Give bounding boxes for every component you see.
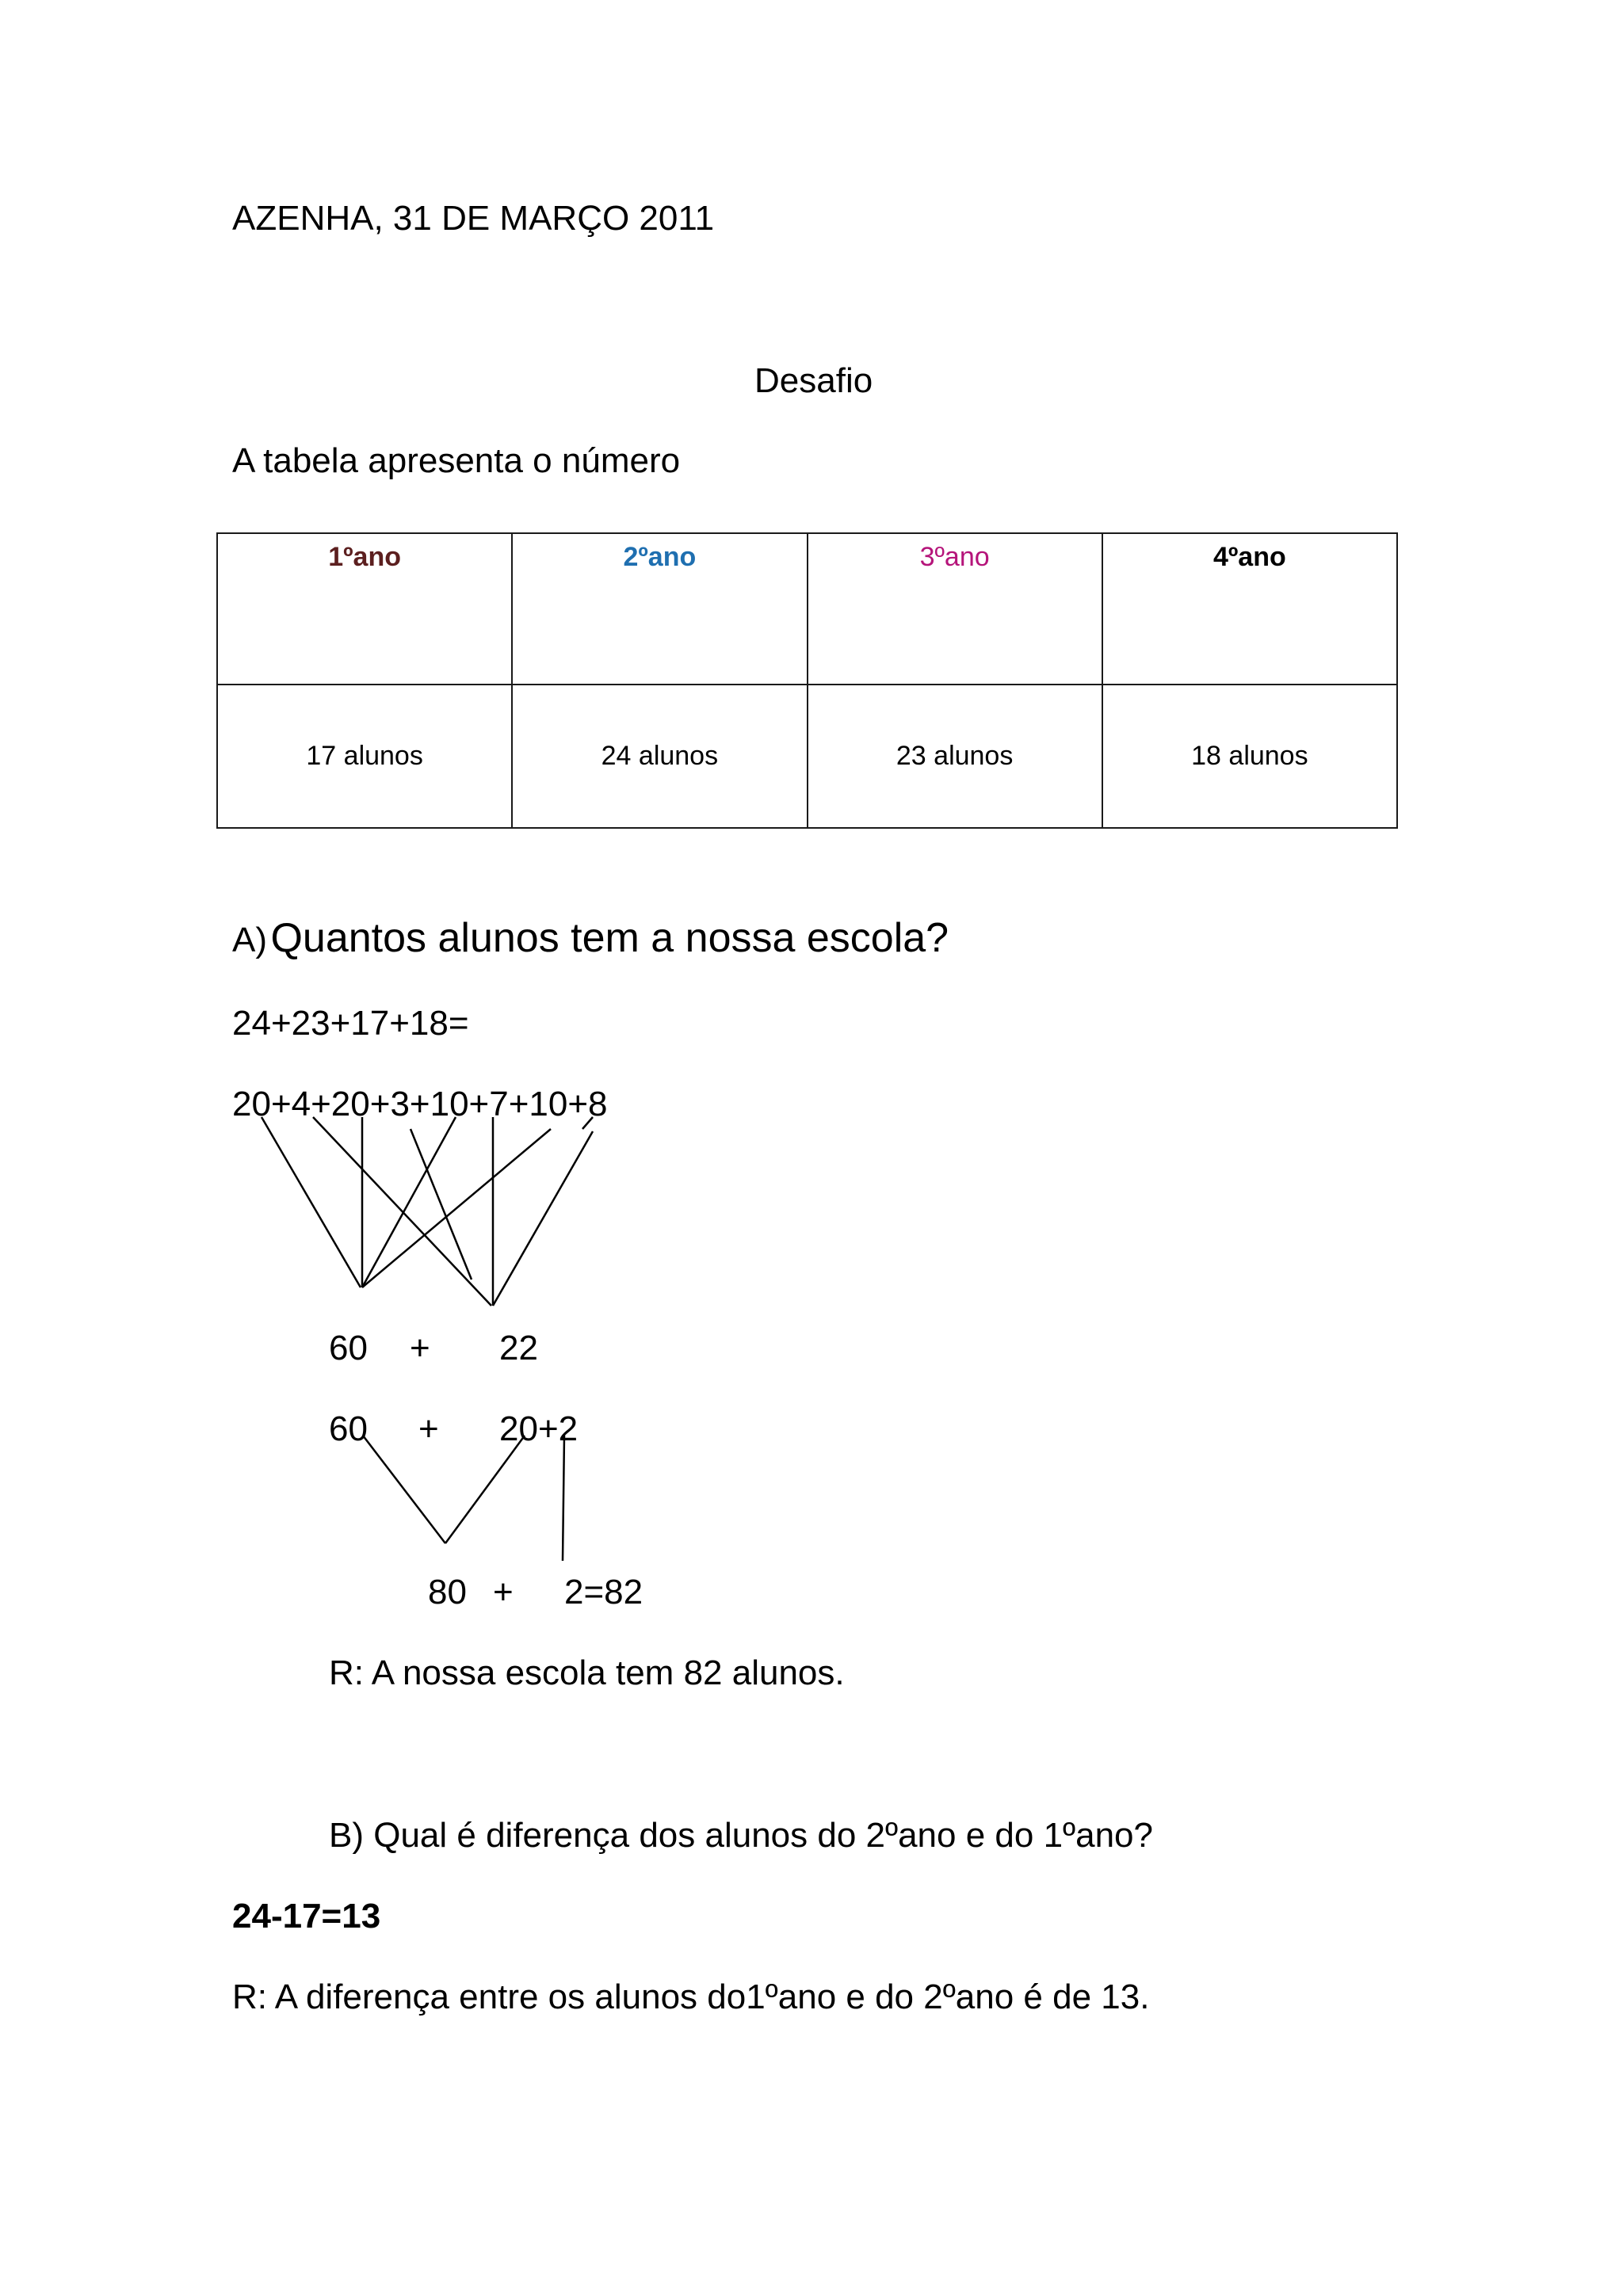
- header-4ano: 4ºano: [1212, 542, 1286, 572]
- step3-op: +: [493, 1573, 514, 1611]
- table-cell: 17 alunos: [217, 685, 512, 828]
- date-line: AZENHA, 31 DE MARÇO 2011: [232, 199, 715, 238]
- question-a-prefix: A): [232, 921, 267, 959]
- work-a-line2: 20+4+20+3+10+7+10+8: [232, 1085, 608, 1123]
- step2-left: 60: [329, 1409, 368, 1448]
- header-3ano: 3ºano: [919, 542, 990, 572]
- step1-op: +: [410, 1329, 430, 1367]
- answer-a: R: A nossa escola tem 82 alunos.: [329, 1653, 845, 1692]
- question-a-text: Quantos alunos tem a nossa escola?: [270, 915, 949, 961]
- table-cell: 24 alunos: [512, 685, 807, 828]
- step2-right: 20+2: [499, 1409, 579, 1448]
- intro-text: A tabela apresenta o número: [232, 441, 681, 480]
- header-1ano: 1ºano: [328, 542, 402, 572]
- table-cell: 23 alunos: [808, 685, 1102, 828]
- work-a-line1: 24+23+17+18=: [232, 1004, 469, 1043]
- step2-op: +: [418, 1409, 439, 1448]
- header-2ano: 2ºano: [623, 542, 697, 572]
- table-cell: 18 alunos: [1102, 685, 1397, 828]
- step1-left: 60: [329, 1329, 368, 1367]
- step3-left: 80: [428, 1573, 467, 1611]
- question-b: B) Qual é diferença dos alunos do 2ºano e do 1ºano?: [329, 1816, 1153, 1855]
- step1-right: 22: [499, 1329, 538, 1367]
- answer-b: R: A diferença entre os alunos do1ºano e do 2ºano é de 13.: [232, 1978, 1150, 2016]
- step3-right: 2=82: [564, 1573, 643, 1611]
- work-b: 24-17=13: [232, 1897, 381, 1936]
- page-title: Desafio: [754, 361, 873, 400]
